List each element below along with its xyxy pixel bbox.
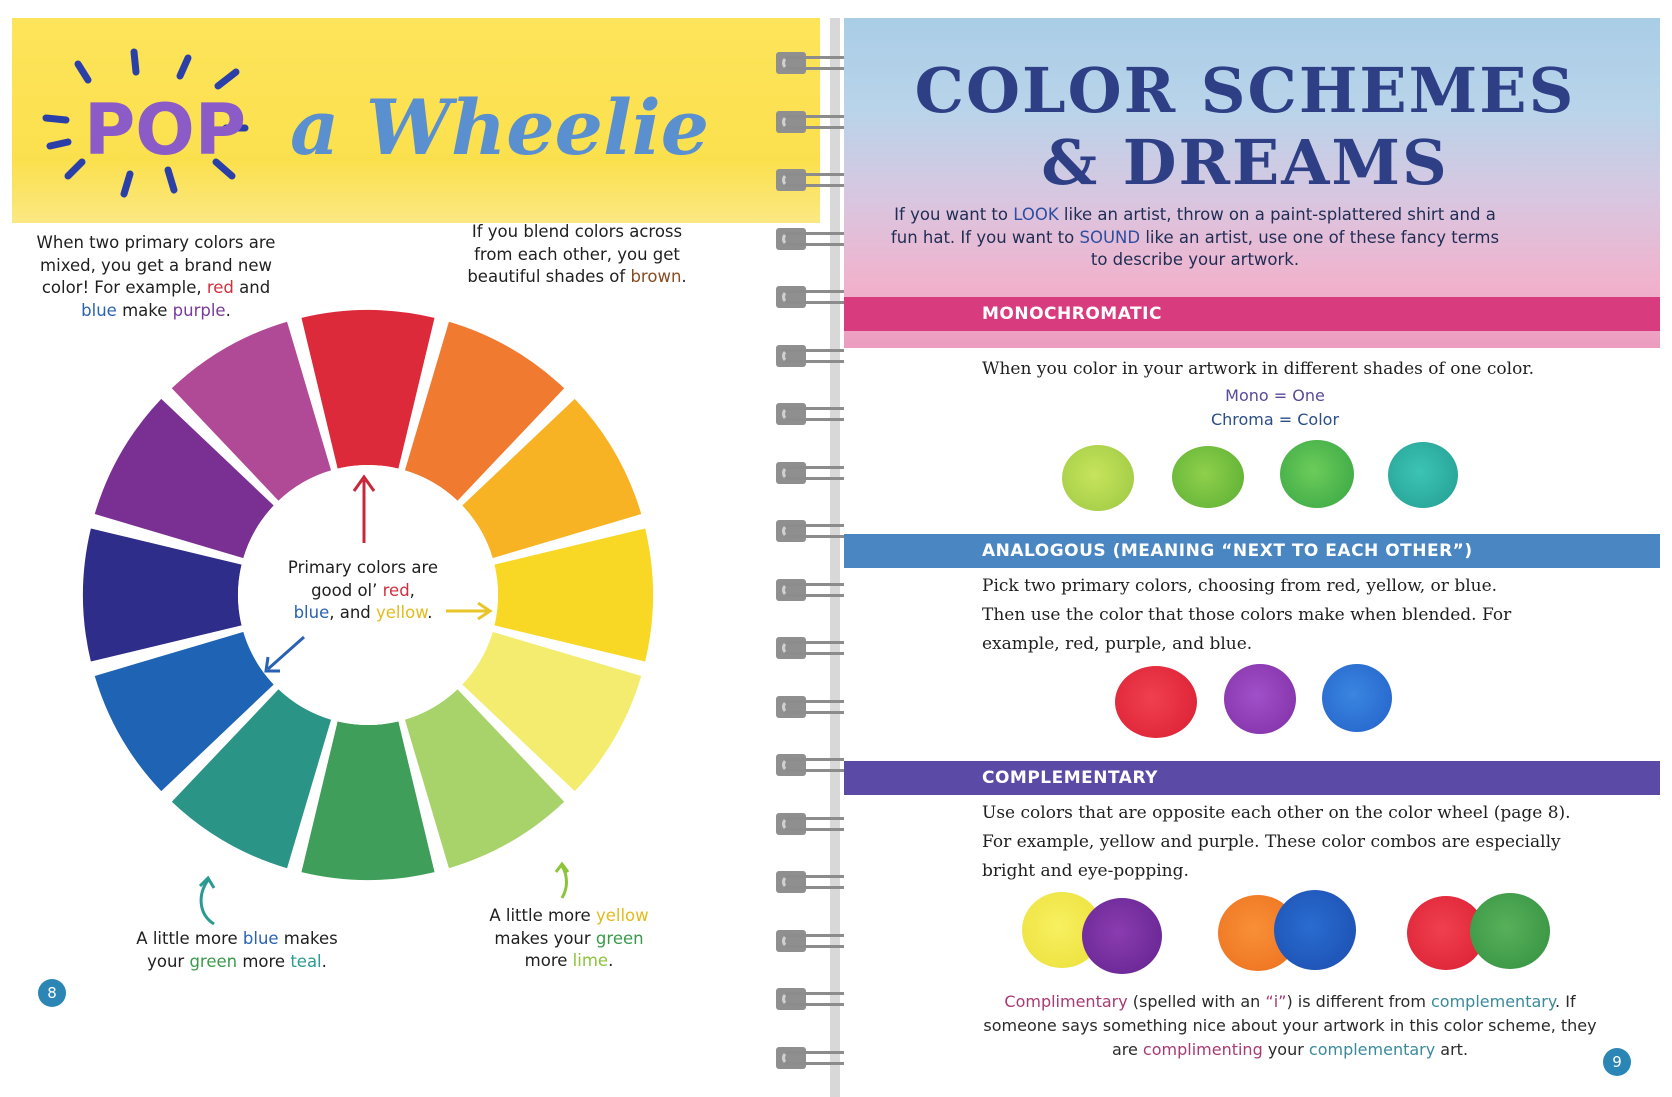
monochromatic-heading: MONOCHROMATIC [844,297,1660,331]
complementary-heading: COMPLEMENTARY [844,761,1660,795]
note-center-primary: Primary colors are good ol’ red, blue, and yellow. [287,558,439,622]
title-a-wheelie: a Wheelie [290,83,710,172]
footnote: Complimentary (spelled with an “i”) is different from complementary. If someone says something nice about your artwork in this color scheme, they are complimenting your complementary art. [983,992,1597,1059]
note-brown: If you blend colors across from each other, you get beautiful shades of brown. [467,222,687,286]
swatch-teal [1388,442,1458,508]
note-primary-mix: When two primary colors are mixed, you get a brand new color! For example, red and blue make purple. [36,233,276,320]
swatch-green-comp [1470,893,1550,969]
intro-text: If you want to LOOK like an artist, throw on a paint-splattered shirt and a fun hat. If you want to SOUND like an artist, use one of these fancy terms to describe your artwork. [890,205,1500,269]
title-line-1: COLOR SCHEMES [914,54,1576,127]
mono-definition: Mono = One Chroma = Color [1210,386,1340,429]
complementary-body: Use colors that are opposite each other on the color wheel (page 8). For example, yellow and purple. These color combos are especially bright and eye-popping. [982,803,1571,881]
analogous-body: Pick two primary colors, choosing from red, yellow, or blue. Then use the color that those colors make when blended. For example, red, purple, and blue. [982,576,1512,654]
swatch-purple-comp [1082,898,1162,974]
swatch-blue [1322,664,1392,732]
title-pop: POP [84,89,247,171]
swatch-purple [1224,664,1296,734]
analogous-heading: ANALOGOUS (MEANING “NEXT TO EACH OTHER”) [844,534,1660,568]
monochromatic-body: When you color in your artwork in different shades of one color. [982,359,1534,379]
title-line-2: & DREAMS [1041,126,1449,199]
swatch-light-green [1172,446,1244,508]
page-number-right: 9 [1603,1048,1631,1076]
page-number-left: 8 [38,979,66,1007]
curved-arrow-teal-icon [194,874,224,928]
swatch-lime [1062,445,1134,511]
swatch-red [1115,666,1197,738]
curved-arrow-lime-icon [552,860,576,900]
swatch-blue-comp [1274,890,1356,970]
note-teal: A little more blue makes your green more teal. [136,929,338,971]
swatch-green [1280,440,1354,508]
note-lime: A little more yellow makes your green more lime. [489,906,649,970]
page-title-pop-a-wheelie [40,46,780,216]
